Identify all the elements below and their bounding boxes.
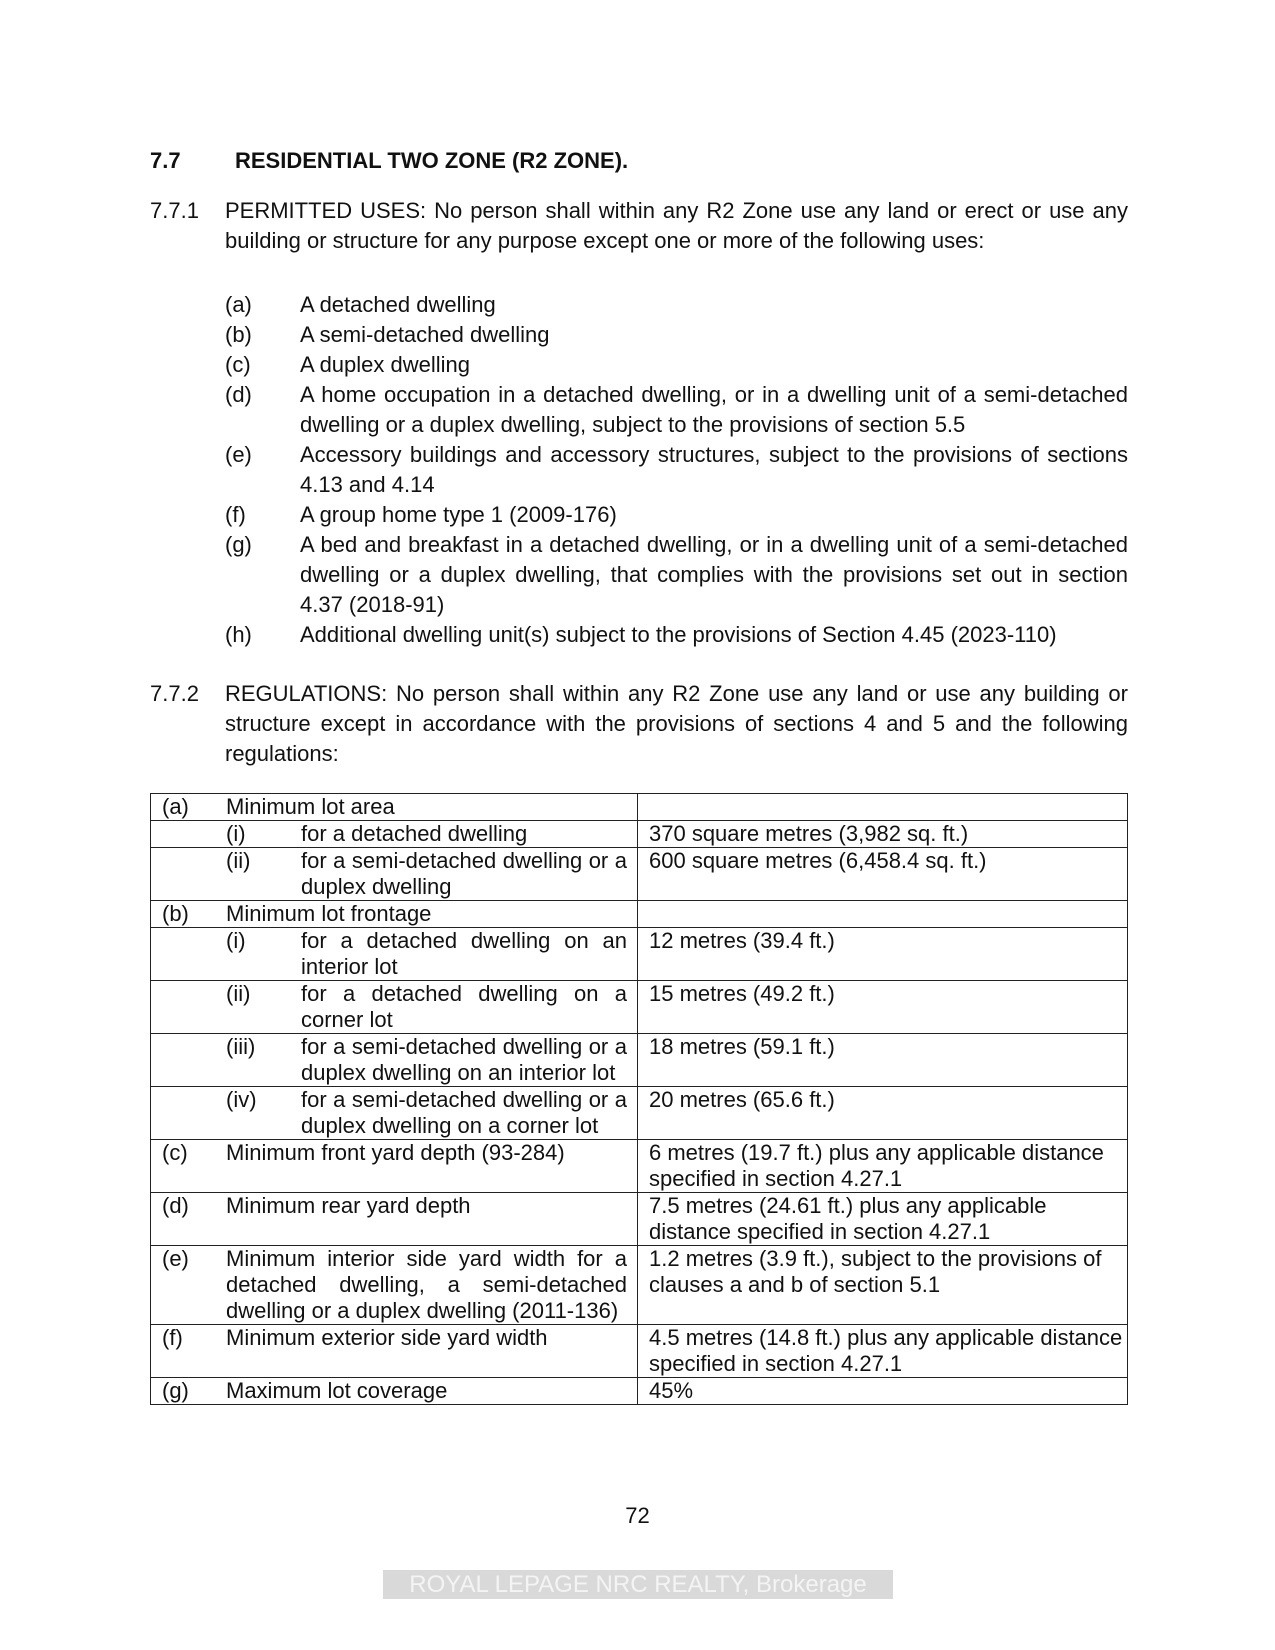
requirement-cell bbox=[151, 981, 638, 1034]
list-item bbox=[225, 290, 1128, 320]
table-row bbox=[151, 901, 1128, 928]
table-row bbox=[151, 1140, 1128, 1193]
item-text: A detached dwelling bbox=[300, 292, 496, 317]
permitted-uses-list bbox=[225, 290, 1128, 650]
item-label: (g) bbox=[225, 532, 252, 557]
table-row bbox=[151, 1325, 1128, 1378]
requirement-cell bbox=[151, 794, 638, 821]
section-heading: RESIDENTIAL TWO ZONE (R2 ZONE). bbox=[235, 148, 629, 173]
table-row bbox=[151, 928, 1128, 981]
value-cell: 4.5 metres (14.8 ft.) plus any applicable distance specified in section 4.27.1 bbox=[638, 1325, 1128, 1378]
item-label: (d) bbox=[225, 382, 252, 407]
item-text: A duplex dwelling bbox=[300, 352, 471, 377]
list-item bbox=[225, 320, 1128, 350]
requirement-cell bbox=[151, 1034, 638, 1087]
requirement-text: for a detached dwelling on an interior lot bbox=[301, 928, 627, 979]
requirement-cell bbox=[151, 848, 638, 901]
row-roman: (i) bbox=[226, 928, 246, 953]
table-row bbox=[151, 1378, 1128, 1405]
requirement-text: for a detached dwelling bbox=[301, 821, 528, 846]
requirement-cell bbox=[151, 1325, 638, 1378]
requirement-cell bbox=[151, 1193, 638, 1246]
section-title bbox=[150, 148, 628, 174]
value-cell: 6 metres (19.7 ft.) plus any applicable distance specified in section 4.27.1 bbox=[638, 1140, 1128, 1193]
requirement-text: Maximum lot coverage bbox=[226, 1378, 448, 1403]
table-row bbox=[151, 1246, 1128, 1325]
section-number: 7.7 bbox=[150, 148, 181, 173]
item-text: A bed and breakfast in a detached dwelling, or in a dwelling unit of a semi-detached dwelling or a duplex dwelling, that complies with the provisions set out in section 4.37 (2018-91) bbox=[300, 532, 1128, 617]
item-label: (a) bbox=[225, 292, 252, 317]
item-text: Accessory buildings and accessory structures, subject to the provisions of sections 4.13 and 4.14 bbox=[300, 442, 1128, 497]
value-cell: 600 square metres (6,458.4 sq. ft.) bbox=[638, 848, 1128, 901]
item-text: A home occupation in a detached dwelling, or in a dwelling unit of a semi-detached dwelling or a duplex dwelling, subject to the provisions of section 5.5 bbox=[300, 382, 1128, 437]
row-roman: (ii) bbox=[226, 981, 251, 1006]
table-row bbox=[151, 1087, 1128, 1140]
value-cell: 12 metres (39.4 ft.) bbox=[638, 928, 1128, 981]
item-label: (c) bbox=[225, 352, 251, 377]
list-item bbox=[225, 380, 1128, 440]
subsection-text: PERMITTED USES: No person shall within any R2 Zone use any land or erect or use any building or structure for any purpose except one or more of the following uses: bbox=[225, 198, 1128, 253]
regulations-table bbox=[150, 793, 1128, 1405]
value-cell: 370 square metres (3,982 sq. ft.) bbox=[638, 821, 1128, 848]
requirement-text: Minimum exterior side yard width bbox=[226, 1325, 548, 1350]
requirement-text: for a semi-detached dwelling or a duplex dwelling on an interior lot bbox=[301, 1034, 627, 1085]
item-label: (f) bbox=[225, 502, 246, 527]
row-letter: (c) bbox=[162, 1140, 188, 1165]
row-roman: (i) bbox=[226, 821, 246, 846]
table-row bbox=[151, 794, 1128, 821]
row-letter: (f) bbox=[162, 1325, 183, 1350]
page-number: 72 bbox=[625, 1503, 650, 1528]
requirement-text: Minimum lot area bbox=[226, 794, 395, 819]
requirement-text: Minimum interior side yard width for a detached dwelling, a semi-detached dwelling or a duplex dwelling (2011-136) bbox=[226, 1246, 627, 1323]
item-text: Additional dwelling unit(s) subject to the provisions of Section 4.45 (2023-110) bbox=[300, 622, 1057, 647]
value-cell: 18 metres (59.1 ft.) bbox=[638, 1034, 1128, 1087]
item-label: (b) bbox=[225, 322, 252, 347]
subsection-number: 7.7.1 bbox=[150, 198, 199, 223]
row-roman: (ii) bbox=[226, 848, 251, 873]
requirement-cell bbox=[151, 1378, 638, 1405]
regulations-section bbox=[150, 679, 1128, 769]
value-cell: 45% bbox=[638, 1378, 1128, 1405]
item-label: (h) bbox=[225, 622, 252, 647]
list-item bbox=[225, 530, 1128, 620]
table-row bbox=[151, 981, 1128, 1034]
value-cell bbox=[638, 794, 1128, 821]
table-row bbox=[151, 1193, 1128, 1246]
value-cell: 20 metres (65.6 ft.) bbox=[638, 1087, 1128, 1140]
brokerage-watermark: ROYAL LEPAGE NRC REALTY, Brokerage bbox=[383, 1570, 893, 1599]
value-cell: 15 metres (49.2 ft.) bbox=[638, 981, 1128, 1034]
requirement-text: Minimum lot frontage bbox=[226, 901, 432, 926]
requirement-cell bbox=[151, 821, 638, 848]
requirement-cell bbox=[151, 1246, 638, 1325]
row-roman: (iii) bbox=[226, 1034, 256, 1059]
requirement-cell bbox=[151, 1140, 638, 1193]
row-letter: (g) bbox=[162, 1378, 189, 1403]
requirement-cell bbox=[151, 928, 638, 981]
table-row bbox=[151, 821, 1128, 848]
table-row bbox=[151, 1034, 1128, 1087]
list-item bbox=[225, 500, 1128, 530]
requirement-cell bbox=[151, 901, 638, 928]
subsection-text: REGULATIONS: No person shall within any R2 Zone use any land or use any building or structure except in accordance with the provisions of sections 4 and 5 and the following regulations: bbox=[225, 681, 1128, 766]
row-letter: (d) bbox=[162, 1193, 189, 1218]
table-row bbox=[151, 848, 1128, 901]
value-cell bbox=[638, 901, 1128, 928]
item-text: A group home type 1 (2009-176) bbox=[300, 502, 617, 527]
requirement-text: for a detached dwelling on a corner lot bbox=[301, 981, 627, 1032]
requirement-text: Minimum front yard depth (93-284) bbox=[226, 1140, 565, 1165]
value-cell: 7.5 metres (24.61 ft.) plus any applicable distance specified in section 4.27.1 bbox=[638, 1193, 1128, 1246]
requirement-text: for a semi-detached dwelling or a duplex dwelling bbox=[301, 848, 627, 899]
row-roman: (iv) bbox=[226, 1087, 257, 1112]
item-text: A semi-detached dwelling bbox=[300, 322, 550, 347]
requirement-text: Minimum rear yard depth bbox=[226, 1193, 471, 1218]
value-cell: 1.2 metres (3.9 ft.), subject to the provisions of clauses a and b of section 5.1 bbox=[638, 1246, 1128, 1325]
requirement-cell bbox=[151, 1087, 638, 1140]
permitted-uses-section bbox=[150, 196, 1128, 256]
item-label: (e) bbox=[225, 442, 252, 467]
list-item bbox=[225, 350, 1128, 380]
row-letter: (e) bbox=[162, 1246, 189, 1271]
subsection-number: 7.7.2 bbox=[150, 681, 199, 706]
row-letter: (a) bbox=[162, 794, 189, 819]
requirement-text: for a semi-detached dwelling or a duplex dwelling on a corner lot bbox=[301, 1087, 627, 1138]
list-item bbox=[225, 440, 1128, 500]
list-item bbox=[225, 620, 1128, 650]
row-letter: (b) bbox=[162, 901, 189, 926]
